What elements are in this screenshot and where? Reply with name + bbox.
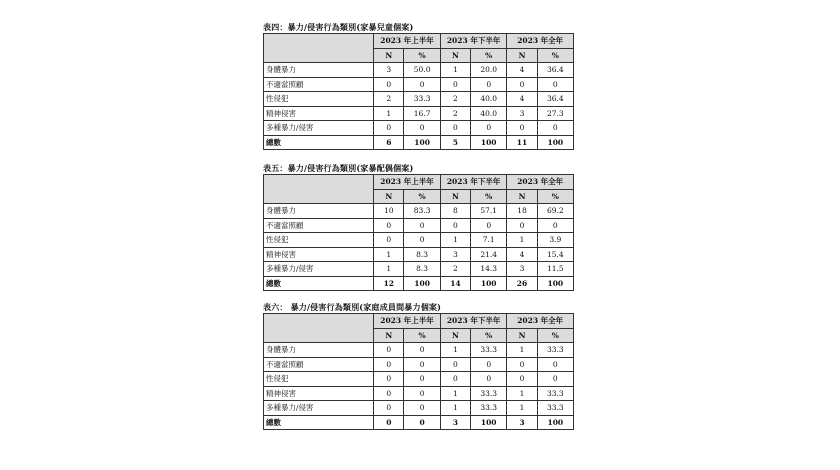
col-n-header: N [440,328,470,343]
table-row [264,357,574,372]
table-row [264,106,574,121]
total-cell: 100 [537,135,573,150]
cell: 8.3 [404,247,440,262]
total-cell: 5 [440,135,470,150]
cell: 3 [374,63,404,78]
col-n-header: N [507,328,537,343]
total-cell: 100 [404,276,440,291]
cell: 2 [440,262,470,277]
cell: 0 [374,372,404,387]
header-blank-cell [264,34,374,63]
cell: 0 [440,121,470,136]
data-table [263,313,574,430]
category-label: 精神侵害 [264,106,374,121]
cell: 40.0 [471,106,507,121]
period-header: 2023 年下半年 [440,314,507,329]
cell: 0 [404,386,440,401]
cell: 0 [374,386,404,401]
total-cell: 100 [471,135,507,150]
cell: 0 [507,121,537,136]
cell: 0 [404,121,440,136]
cell: 8.3 [404,262,440,277]
cell: 0 [537,121,573,136]
cell: 0 [537,372,573,387]
cell: 0 [374,233,404,248]
cell: 0 [440,77,470,92]
period-header: 2023 年全年 [507,34,574,49]
col-pct-header: % [471,189,507,204]
cell: 0 [537,357,573,372]
col-n-header: N [440,48,470,63]
category-label: 身體暴力 [264,343,374,358]
cell: 57.1 [471,204,507,219]
table-row [264,218,574,233]
cell: 3.9 [537,233,573,248]
cell: 33.3 [471,343,507,358]
total-cell: 100 [471,276,507,291]
cell: 33.3 [404,92,440,107]
cell: 0 [471,218,507,233]
table-title: 表五：暴力/侵害行為類別(家暴配偶個案) [263,163,414,173]
col-pct-header: % [471,48,507,63]
cell: 0 [471,357,507,372]
cell: 27.3 [537,106,573,121]
total-cell: 12 [374,276,404,291]
category-label: 精神侵害 [264,247,374,262]
cell: 10 [374,204,404,219]
table-row [264,77,574,92]
cell: 0 [374,77,404,92]
total-cell: 3 [507,415,537,430]
total-cell: 6 [374,135,404,150]
col-pct-header: % [537,328,573,343]
cell: 36.4 [537,63,573,78]
cell: 2 [440,106,470,121]
cell: 0 [537,218,573,233]
cell: 0 [404,218,440,233]
col-n-header: N [374,189,404,204]
cell: 33.3 [537,386,573,401]
period-header-row [264,314,574,329]
category-label: 不適當照顧 [264,218,374,233]
table-title: 表四：暴力/侵害行為類別(家暴兒童個案) [263,22,414,32]
category-label: 身體暴力 [264,63,374,78]
col-n-header: N [440,189,470,204]
cell: 16.7 [404,106,440,121]
cell: 2 [374,92,404,107]
cell: 0 [537,77,573,92]
table-row [264,247,574,262]
total-cell: 26 [507,276,537,291]
period-header-row [264,34,574,49]
cell: 0 [404,357,440,372]
category-label: 身體暴力 [264,204,374,219]
cell: 3 [507,262,537,277]
period-header: 2023 年上半年 [374,175,441,190]
data-table [263,33,574,150]
cell: 0 [507,357,537,372]
header-blank-cell [264,314,374,343]
table-title: 表六： 暴力/侵害行為類別(家庭成員間暴力個案) [263,302,442,312]
period-header: 2023 年下半年 [440,34,507,49]
total-cell: 100 [537,415,573,430]
period-header-row [264,175,574,190]
category-label: 不適當照顧 [264,357,374,372]
cell: 69.2 [537,204,573,219]
table-row [264,386,574,401]
cell: 8 [440,204,470,219]
period-header: 2023 年上半年 [374,34,441,49]
cell: 33.3 [471,401,507,416]
cell: 50.0 [404,63,440,78]
cell: 1 [507,343,537,358]
cell: 14.3 [471,262,507,277]
cell: 7.1 [471,233,507,248]
category-label: 性侵犯 [264,92,374,107]
table-row [264,92,574,107]
table-4-block [263,22,579,150]
table-row [264,401,574,416]
table-5-block [263,163,579,291]
table-row [264,372,574,387]
period-header: 2023 年全年 [507,314,574,329]
col-n-header: N [374,48,404,63]
cell: 20.0 [471,63,507,78]
cell: 36.4 [537,92,573,107]
cell: 0 [507,372,537,387]
cell: 0 [404,77,440,92]
cell: 0 [374,357,404,372]
col-pct-header: % [404,328,440,343]
col-pct-header: % [404,189,440,204]
col-pct-header: % [471,328,507,343]
cell: 18 [507,204,537,219]
category-label: 精神侵害 [264,386,374,401]
period-header: 2023 年全年 [507,175,574,190]
total-cell: 100 [537,276,573,291]
cell: 1 [440,386,470,401]
cell: 0 [440,372,470,387]
col-n-header: N [507,189,537,204]
col-pct-header: % [537,48,573,63]
category-label: 多種暴力/侵害 [264,401,374,416]
cell: 15.4 [537,247,573,262]
cell: 0 [404,401,440,416]
cell: 33.3 [537,401,573,416]
cell: 33.3 [471,386,507,401]
total-row [264,135,574,150]
col-n-header: N [374,328,404,343]
cell: 0 [404,343,440,358]
cell: 0 [471,121,507,136]
cell: 0 [471,77,507,92]
category-label: 多種暴力/侵害 [264,262,374,277]
cell: 3 [440,247,470,262]
cell: 1 [440,63,470,78]
category-label: 性侵犯 [264,372,374,387]
cell: 1 [374,262,404,277]
category-label: 性侵犯 [264,233,374,248]
table-6-block [263,302,579,430]
total-cell: 0 [404,415,440,430]
cell: 0 [404,372,440,387]
cell: 1 [374,106,404,121]
col-pct-header: % [537,189,573,204]
cell: 0 [471,372,507,387]
category-label: 不適當照顧 [264,77,374,92]
category-label: 多種暴力/侵害 [264,121,374,136]
total-label: 總數 [264,135,374,150]
cell: 1 [440,401,470,416]
cell: 1 [507,386,537,401]
cell: 1 [374,247,404,262]
cell: 4 [507,247,537,262]
period-header: 2023 年下半年 [440,175,507,190]
cell: 2 [440,92,470,107]
table-row [264,343,574,358]
table-row [264,262,574,277]
total-cell: 100 [404,135,440,150]
total-row [264,415,574,430]
cell: 21.4 [471,247,507,262]
cell: 0 [374,401,404,416]
cell: 11.5 [537,262,573,277]
table-row [264,121,574,136]
cell: 0 [374,343,404,358]
cell: 0 [507,77,537,92]
total-cell: 0 [374,415,404,430]
period-header: 2023 年上半年 [374,314,441,329]
cell: 1 [440,343,470,358]
header-blank-cell [264,175,374,204]
cell: 0 [374,121,404,136]
cell: 33.3 [537,343,573,358]
col-n-header: N [507,48,537,63]
total-label: 總數 [264,415,374,430]
total-cell: 14 [440,276,470,291]
total-cell: 100 [471,415,507,430]
cell: 83.3 [404,204,440,219]
col-pct-header: % [404,48,440,63]
cell: 0 [440,357,470,372]
total-cell: 3 [440,415,470,430]
table-row [264,63,574,78]
cell: 1 [440,233,470,248]
cell: 1 [507,401,537,416]
table-row [264,233,574,248]
table-row [264,204,574,219]
cell: 0 [374,218,404,233]
total-cell: 11 [507,135,537,150]
cell: 4 [507,63,537,78]
cell: 0 [440,218,470,233]
total-label: 總數 [264,276,374,291]
total-row [264,276,574,291]
cell: 3 [507,106,537,121]
cell: 1 [507,233,537,248]
cell: 40.0 [471,92,507,107]
data-table [263,174,574,291]
cell: 4 [507,92,537,107]
cell: 0 [507,218,537,233]
cell: 0 [404,233,440,248]
